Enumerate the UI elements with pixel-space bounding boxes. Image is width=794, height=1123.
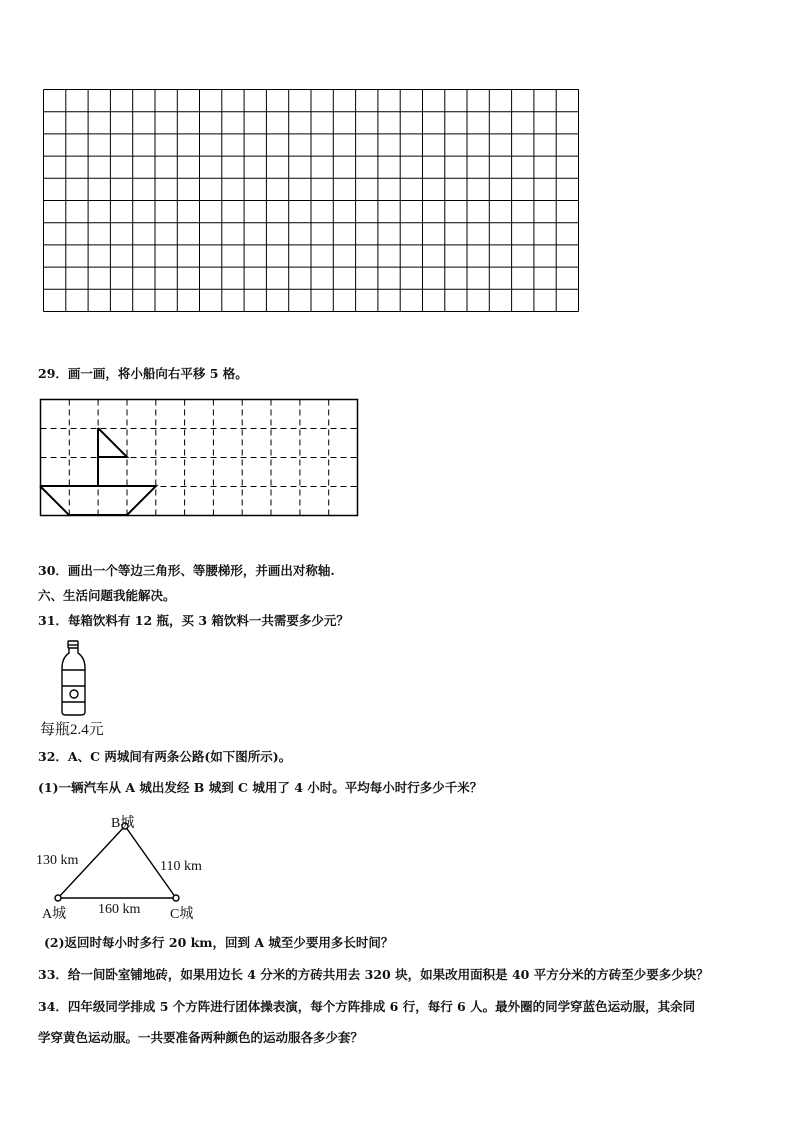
- city-c-label: C城: [170, 907, 194, 922]
- drawing-grid: [43, 89, 579, 313]
- distance-bc-label: 110 km: [160, 859, 202, 874]
- bottle-price-label: 每瓶2.4元: [40, 722, 104, 738]
- distance-ab-label: 130 km: [36, 853, 79, 868]
- question-32-part-1: (1)一辆汽车从 A 城出发经 B 城到 C 城用了 4 小时。平均每小时行多少千米？: [38, 780, 483, 795]
- question-33: 33．给一间卧室铺地砖，如果用边长 4 分米的方砖共用去 320 块，如果改用面积是 40 平方分米的方砖至少要多少块？: [38, 967, 709, 982]
- question-29: 29．画一画，将小船向右平移 5 格。: [38, 366, 248, 381]
- question-34-line-1: 34．四年级同学排成 5 个方阵进行团体操表演，每个方阵排成 6 行，每行 6 人。最外圈的同学穿蓝色运动服，其余同: [38, 999, 696, 1014]
- city-a-label: A城: [42, 907, 67, 922]
- question-30: 30．画出一个等边三角形、等腰梯形，并画出对称轴.: [38, 563, 335, 578]
- question-32-part-2: (2)返回时每小时多行 20 km，回到 A 城至少要用多长时间？: [44, 935, 394, 950]
- bottle-icon: [58, 640, 90, 716]
- boat-grid: [40, 399, 360, 519]
- question-34-line-2: 学穿黄色运动服。一共要准备两种颜色的运动服各多少套？: [38, 1030, 364, 1045]
- city-b-label: B城: [111, 816, 135, 831]
- section-heading-6: 六、生活问题我能解决。: [38, 588, 176, 603]
- question-31: 31．每箱饮料有 12 瓶，买 3 箱饮料一共需要多少元？: [38, 613, 349, 628]
- distance-ac-label: 160 km: [98, 902, 141, 917]
- question-32: 32．A、C 两城间有两条公路(如下图所示)。: [38, 749, 292, 764]
